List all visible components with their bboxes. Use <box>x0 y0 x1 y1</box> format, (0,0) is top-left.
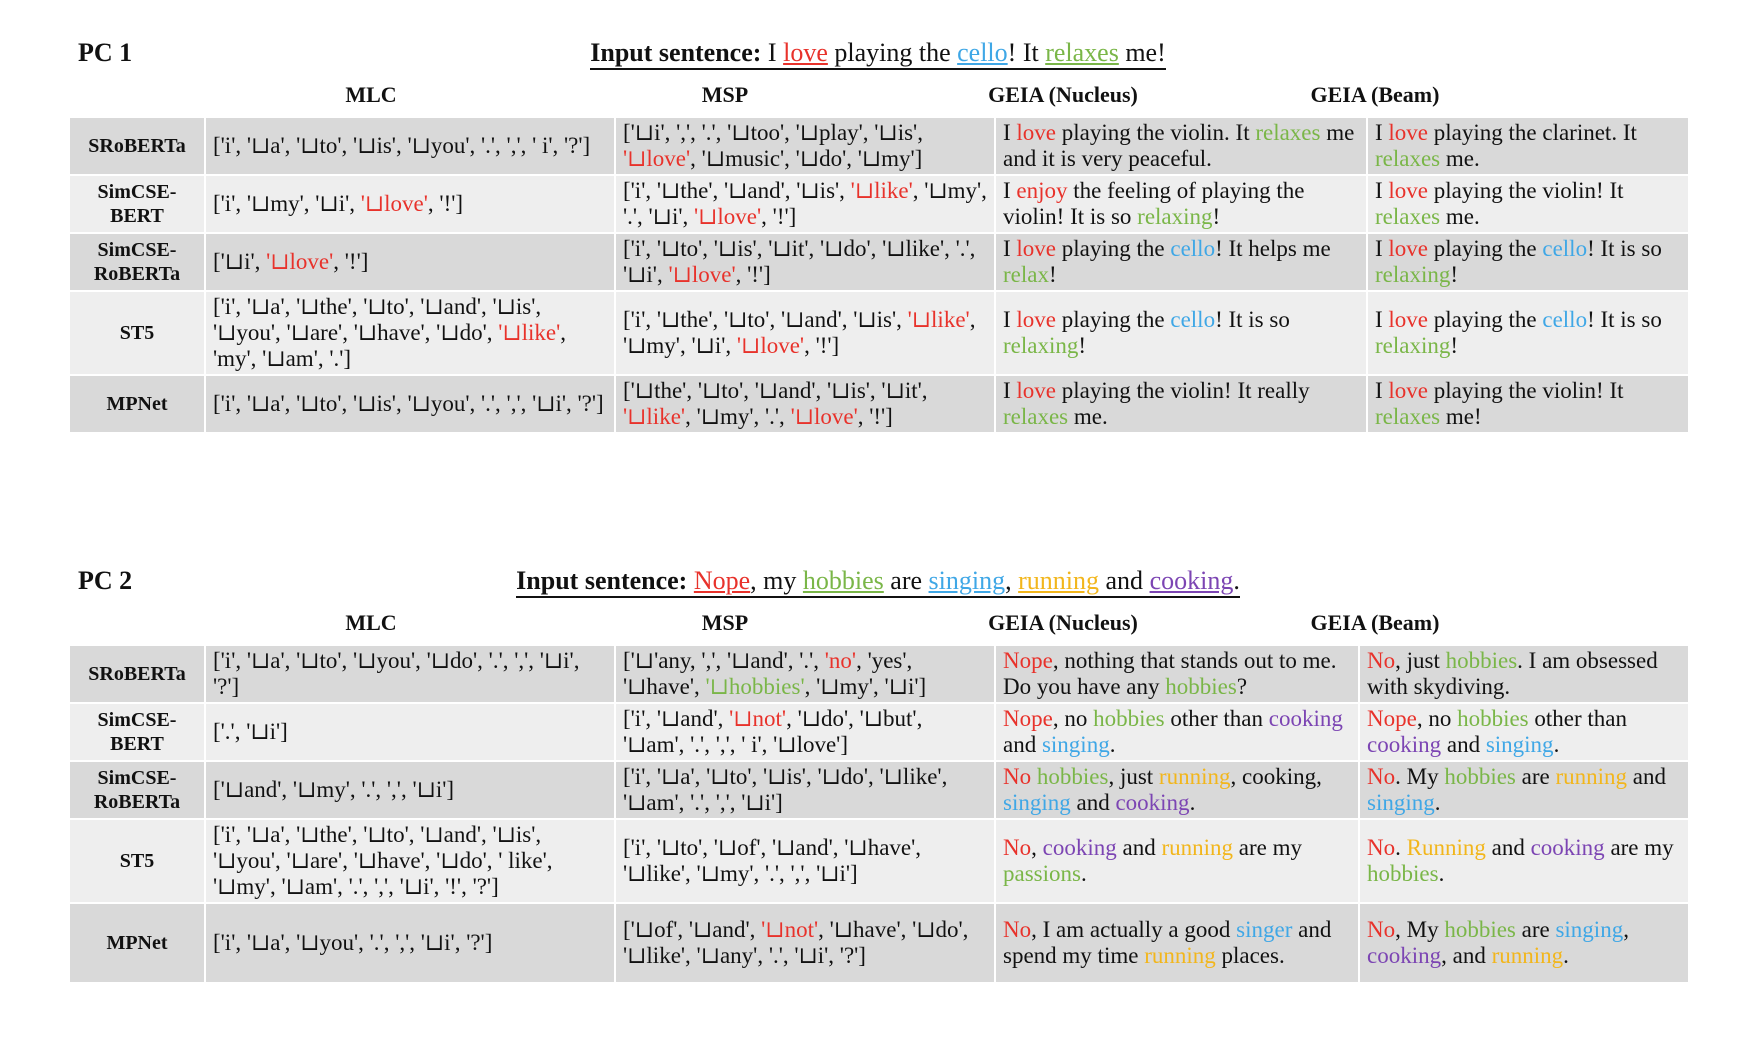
text-segment: playing the violin! It really <box>1056 377 1310 403</box>
model-label: ST5 <box>69 291 205 375</box>
text-segment: and <box>1441 731 1486 757</box>
text-segment: me! <box>1440 403 1482 429</box>
text-segment: , <box>1005 566 1019 595</box>
text-segment: are <box>1515 916 1556 942</box>
text-segment: , <box>1031 834 1043 860</box>
text-segment: . <box>1233 566 1240 595</box>
highlighted-word: relaxes <box>1255 120 1321 146</box>
text-segment: ! <box>1212 203 1221 229</box>
highlighted-word: relaxes <box>1375 403 1441 429</box>
highlighted-word: Nope <box>1003 648 1053 674</box>
pc2-column-headers <box>68 610 1688 640</box>
highlighted-word: 'no' <box>824 648 857 674</box>
model-label: SRoBERTa <box>69 645 205 703</box>
text-segment: , '!'] <box>333 248 369 274</box>
mlc-cell <box>205 903 615 983</box>
text-segment: and <box>1003 731 1042 757</box>
highlighted-word: No <box>1367 648 1396 674</box>
text-segment: , '!'] <box>735 261 771 287</box>
text-segment: me. <box>1440 203 1480 229</box>
text-segment: . <box>1563 942 1569 968</box>
text-segment: , My <box>1395 916 1445 942</box>
text-segment: places. <box>1215 942 1285 968</box>
text-segment: , '!'] <box>804 332 840 358</box>
text-segment: ! It is so <box>1587 306 1662 332</box>
text-segment: ['i', '⊔the', '⊔and', '⊔is', <box>623 178 851 203</box>
geia-beam-cell <box>1367 233 1689 291</box>
text-segment: I <box>1003 178 1017 203</box>
pc1-column-headers <box>68 82 1688 112</box>
table-row <box>69 703 1689 761</box>
pc2-label: PC 2 <box>78 566 133 595</box>
msp-cell <box>615 233 995 291</box>
text-segment: . <box>1434 789 1441 815</box>
highlighted-word: love <box>1016 235 1057 261</box>
highlighted-word: Nope <box>1003 706 1053 731</box>
highlighted-word: '⊔love' <box>790 403 858 429</box>
text-segment: playing the violin. It <box>1056 120 1256 146</box>
geia-beam-cell <box>1359 903 1689 983</box>
mlc-cell <box>205 761 615 819</box>
msp-cell <box>615 291 995 375</box>
text-segment: other than <box>1528 706 1627 731</box>
text-segment: . <box>1109 731 1116 757</box>
text-segment: , 'yes', '⊔have', <box>623 648 913 699</box>
text-segment: ['i', '⊔to', '⊔is', '⊔it', '⊔do', '⊔like', '.', '⊔i', <box>623 235 976 287</box>
text-segment: I <box>1003 120 1017 146</box>
highlighted-word: singing <box>1485 731 1554 757</box>
text-segment: ['i', '⊔my', '⊔i', <box>213 190 361 216</box>
text-segment: and <box>1070 789 1116 815</box>
text-segment: I <box>1375 178 1389 203</box>
text-segment: , '⊔my', '.', '⊔i', <box>623 178 987 229</box>
highlighted-word: relax <box>1003 261 1049 287</box>
text-segment: are my <box>1604 834 1674 860</box>
highlighted-word: relaxes <box>1003 403 1069 429</box>
text-segment: I <box>1003 306 1017 332</box>
highlighted-word: cooking <box>1149 566 1234 595</box>
text-segment: , cooking, <box>1230 763 1322 789</box>
mlc-cell <box>205 703 615 761</box>
table-row <box>69 291 1689 375</box>
text-segment: and <box>1627 763 1666 789</box>
highlighted-word: '⊔love' <box>694 203 762 229</box>
text-segment: ! It is so <box>1215 306 1290 332</box>
highlighted-word: cooking <box>1367 731 1442 757</box>
highlighted-word: singing <box>1555 916 1624 942</box>
highlighted-word: relaxing <box>1375 261 1451 287</box>
text-segment: are <box>1515 763 1556 789</box>
text-segment: are my <box>1233 834 1302 860</box>
highlighted-word: No <box>1003 763 1032 789</box>
geia-beam-cell <box>1367 175 1689 233</box>
highlighted-word: hobbies <box>1444 763 1516 789</box>
text-segment: , and <box>1441 942 1492 968</box>
text-segment: ['.', '⊔i'] <box>213 718 288 744</box>
text-segment: ['⊔i', ',', '.', '⊔too', '⊔play', '⊔is', <box>623 120 923 146</box>
highlighted-word: singing <box>928 566 1006 595</box>
highlighted-word: hobbies <box>1093 706 1165 731</box>
pc1-label: PC 1 <box>78 38 133 67</box>
table-row <box>69 117 1689 175</box>
mlc-cell <box>205 175 615 233</box>
highlighted-word: singing <box>1003 789 1071 815</box>
text-segment: , nothing that stands out to me. Do you have any <box>1003 648 1337 699</box>
highlighted-word: relaxes <box>1045 38 1119 67</box>
text-segment: I <box>1003 377 1017 403</box>
text-segment: , my <box>750 566 803 595</box>
geia-nucleus-cell <box>995 175 1367 233</box>
pc2-table <box>68 644 1690 984</box>
mlc-cell <box>205 291 615 375</box>
highlighted-word: hobbies <box>1165 674 1237 699</box>
text-segment: ! <box>1450 261 1459 287</box>
geia-beam-cell <box>1359 645 1689 703</box>
text-segment: ['i', '⊔a', '⊔to', '⊔is', '⊔you', '.', ',', ' i', '?'] <box>213 133 591 158</box>
highlighted-word: relaxing <box>1375 332 1451 358</box>
text-segment: are <box>883 566 929 595</box>
highlighted-word: cello <box>1542 235 1588 261</box>
text-segment: ['i', '⊔a', '⊔the', '⊔to', '⊔and', '⊔is', '⊔you', '⊔are', '⊔have', '⊔do', <box>213 293 542 345</box>
highlighted-word: running <box>1144 942 1216 968</box>
pc1-header-msp: MSP <box>701 82 749 107</box>
text-segment: , just <box>1108 763 1159 789</box>
text-segment: playing the <box>1428 235 1543 261</box>
pc2-input-label: Input sentence: <box>516 566 688 595</box>
text-segment: , '⊔my', '⊔i'] <box>804 674 927 699</box>
text-segment: ? <box>1236 674 1248 699</box>
highlighted-word: relaxes <box>1375 203 1441 229</box>
highlighted-word: '⊔hobbies' <box>705 674 805 699</box>
highlighted-word: hobbies <box>802 566 884 595</box>
text-segment: ['i', '⊔to', '⊔of', '⊔and', '⊔have', '⊔like', '⊔my', '.', ',', '⊔i'] <box>623 834 922 886</box>
msp-cell <box>615 117 995 175</box>
text-segment: . <box>1438 860 1445 886</box>
text-segment: , no <box>1052 706 1094 731</box>
mlc-cell <box>205 117 615 175</box>
highlighted-word: No <box>1367 916 1396 942</box>
text-segment: playing the violin! It <box>1428 377 1624 403</box>
text-segment: . <box>1080 860 1087 886</box>
text-segment: I <box>1003 235 1017 261</box>
geia-nucleus-cell <box>995 645 1359 703</box>
pc2-header-geia-nucleus: GEIA (Nucleus) <box>988 610 1138 635</box>
text-segment: playing the <box>1056 306 1171 332</box>
text-segment: ! <box>1078 332 1087 358</box>
pc1-header-mlc: MLC <box>345 82 397 107</box>
highlighted-word: hobbies <box>1036 763 1109 789</box>
text-segment: . <box>1553 731 1560 757</box>
text-segment: , '⊔music', '⊔do', '⊔my'] <box>690 146 923 171</box>
text-segment: playing the <box>827 38 958 67</box>
mlc-cell <box>205 819 615 903</box>
text-segment: me and it is very peaceful. <box>1003 120 1355 171</box>
msp-cell <box>615 761 995 819</box>
text-segment: , '⊔my', '.', <box>685 403 791 429</box>
highlighted-word: running <box>1018 566 1100 595</box>
text-segment: . <box>1395 834 1407 860</box>
text-segment: ! <box>1450 332 1459 358</box>
model-label: ST5 <box>69 819 205 903</box>
table-row <box>69 233 1689 291</box>
geia-nucleus-cell <box>995 761 1359 819</box>
highlighted-word: No <box>1367 834 1396 860</box>
text-segment: , I am actually a good <box>1031 916 1237 942</box>
msp-cell <box>615 819 995 903</box>
highlighted-word: cooking <box>1042 834 1117 860</box>
text-segment: and <box>1485 834 1531 860</box>
text-segment: and <box>1099 566 1150 595</box>
text-segment: . <box>1189 789 1196 815</box>
pc2-header-mlc: MLC <box>345 610 397 635</box>
geia-nucleus-cell <box>995 117 1367 175</box>
geia-nucleus-cell <box>995 233 1367 291</box>
highlighted-word: '⊔love' <box>623 146 691 171</box>
pc1-input-sentence <box>68 38 1688 68</box>
highlighted-word: singing <box>1041 731 1110 757</box>
highlighted-word: Nope <box>1367 706 1417 731</box>
text-segment: ['⊔of', '⊔and', <box>623 916 762 942</box>
highlighted-word: relaxing <box>1003 332 1079 358</box>
highlighted-word: hobbies <box>1444 916 1516 942</box>
geia-nucleus-cell <box>995 903 1359 983</box>
pc1-header-geia-beam: GEIA (Beam) <box>1310 82 1440 107</box>
text-segment: ['i', '⊔and', <box>623 706 730 731</box>
text-segment: me! <box>1118 38 1166 67</box>
highlighted-word: love <box>1388 178 1429 203</box>
highlighted-word: running <box>1491 942 1564 968</box>
text-segment: , '⊔do', '⊔but', '⊔am', '.', ',', ' i', '⊔love'] <box>623 706 923 757</box>
highlighted-word: '⊔love' <box>736 332 805 358</box>
highlighted-word: '⊔like' <box>623 403 686 429</box>
highlighted-word: running <box>1158 763 1231 789</box>
highlighted-word: cooking <box>1367 942 1442 968</box>
table-row <box>69 175 1689 233</box>
table-row <box>69 375 1689 433</box>
highlighted-word: '⊔not' <box>729 706 787 731</box>
highlighted-word: love <box>1016 120 1057 146</box>
text-segment: I <box>1375 120 1389 146</box>
highlighted-word: cello <box>1170 235 1216 261</box>
text-segment: , '⊔my', '⊔i', <box>623 306 976 358</box>
highlighted-word: cooking <box>1530 834 1605 860</box>
text-segment: , '!'] <box>857 403 893 429</box>
geia-nucleus-cell <box>995 375 1367 433</box>
geia-nucleus-cell <box>995 819 1359 903</box>
highlighted-word: relaxing <box>1137 203 1213 229</box>
model-label: SimCSE-BERT <box>69 175 205 233</box>
text-segment: ['⊔the', '⊔to', '⊔and', '⊔is', '⊔it', <box>623 377 928 403</box>
text-segment: and <box>1116 834 1162 860</box>
text-segment: ['⊔'any, ',', '⊔and', '.', <box>623 648 825 674</box>
highlighted-word: love <box>1016 377 1057 403</box>
model-label: SimCSE-RoBERTa <box>69 233 205 291</box>
geia-nucleus-cell <box>995 291 1367 375</box>
geia-beam-cell <box>1367 291 1689 375</box>
text-segment: ['i', '⊔a', '⊔you', '.', ',', '⊔i', '?'] <box>213 929 493 955</box>
text-segment: . I am obsessed with skydiving. <box>1367 648 1658 699</box>
text-segment: ['i', '⊔a', '⊔to', '⊔you', '⊔do', '.', ',', '⊔i', '?'] <box>213 648 580 699</box>
highlighted-word: love <box>1388 120 1429 146</box>
highlighted-word: hobbies <box>1445 648 1518 674</box>
text-segment: , '⊔have', '⊔do', '⊔like', '⊔any', '.', '⊔i', '?'] <box>623 916 969 968</box>
model-label: MPNet <box>69 375 205 433</box>
text-segment: ['i', '⊔the', '⊔to', '⊔and', '⊔is', <box>623 306 908 332</box>
highlighted-word: No <box>1003 916 1032 942</box>
msp-cell <box>615 375 995 433</box>
highlighted-word: singing <box>1367 789 1435 815</box>
table-row <box>69 645 1689 703</box>
text-segment: , '!'] <box>761 203 797 229</box>
text-segment: , '!'] <box>427 190 464 216</box>
text-segment: ['⊔i', <box>213 248 267 274</box>
pc1-table <box>68 116 1690 434</box>
model-label: SRoBERTa <box>69 117 205 175</box>
highlighted-word: No <box>1003 834 1032 860</box>
model-label: MPNet <box>69 903 205 983</box>
geia-beam-cell <box>1367 117 1689 175</box>
highlighted-word: love <box>1388 235 1429 261</box>
text-segment: me. <box>1068 403 1108 429</box>
text-segment: ['i', '⊔a', '⊔to', '⊔is', '⊔you', '.', ',', '⊔i', '?'] <box>213 390 604 416</box>
text-segment: ! <box>1048 261 1057 287</box>
highlighted-word: No <box>1367 763 1396 789</box>
text-segment: I <box>1375 306 1389 332</box>
text-segment: playing the clarinet. It <box>1428 120 1637 146</box>
model-label: SimCSE-BERT <box>69 703 205 761</box>
text-segment: ['i', '⊔a', '⊔to', '⊔is', '⊔do', '⊔like', '⊔am', '.', ',', '⊔i'] <box>623 763 948 815</box>
pc2-header-msp: MSP <box>701 610 749 635</box>
mlc-cell <box>205 645 615 703</box>
highlighted-word: cooking <box>1115 789 1190 815</box>
highlighted-word: cooking <box>1268 706 1343 731</box>
highlighted-word: '⊔love' <box>266 248 334 274</box>
highlighted-word: running <box>1555 763 1628 789</box>
highlighted-word: hobbies <box>1457 706 1529 731</box>
highlighted-word: '⊔love' <box>668 261 736 287</box>
highlighted-word: Nope <box>693 566 751 595</box>
model-label: SimCSE-RoBERTa <box>69 761 205 819</box>
highlighted-word: passions <box>1003 860 1081 886</box>
highlighted-word: love <box>1388 377 1429 403</box>
msp-cell <box>615 703 995 761</box>
table-row <box>69 903 1689 983</box>
msp-cell <box>615 903 995 983</box>
highlighted-word: '⊔like' <box>850 178 913 203</box>
geia-beam-cell <box>1359 761 1689 819</box>
geia-beam-cell <box>1367 375 1689 433</box>
highlighted-word: singer <box>1236 916 1293 942</box>
pc2-input-inner <box>516 566 1240 598</box>
pc1-input-label: Input sentence: <box>590 38 762 67</box>
text-segment: , just <box>1395 648 1446 674</box>
msp-cell <box>615 645 995 703</box>
mlc-cell <box>205 233 615 291</box>
text-segment: playing the <box>1056 235 1171 261</box>
table-row <box>69 761 1689 819</box>
text-segment: ! It <box>1007 38 1046 67</box>
highlighted-word: running <box>1161 834 1234 860</box>
highlighted-word: cello <box>1542 306 1588 332</box>
text-segment: I <box>767 38 784 67</box>
highlighted-word: '⊔like' <box>498 319 561 345</box>
table-row <box>69 819 1689 903</box>
text-segment: , no <box>1416 706 1458 731</box>
highlighted-word: love <box>783 38 828 67</box>
geia-beam-cell <box>1359 819 1689 903</box>
text-segment: ! It is so <box>1587 235 1662 261</box>
text-segment: . My <box>1395 763 1445 789</box>
text-segment: me. <box>1440 146 1480 171</box>
text-segment: I <box>1375 235 1389 261</box>
pc2-header-geia-beam: GEIA (Beam) <box>1310 610 1440 635</box>
highlighted-word: enjoy <box>1016 178 1068 203</box>
text-segment: playing the <box>1428 306 1543 332</box>
highlighted-word: cello <box>1170 306 1216 332</box>
text-segment: playing the violin! It <box>1428 178 1624 203</box>
geia-nucleus-cell <box>995 703 1359 761</box>
pc1-input-inner <box>590 38 1166 70</box>
text-segment: ['⊔and', '⊔my', '.', ',', '⊔i'] <box>213 776 455 802</box>
highlighted-word: cello <box>957 38 1008 67</box>
highlighted-word: love <box>1388 306 1429 332</box>
text-segment: and spend my time <box>1003 916 1332 968</box>
pc1-header-geia-nucleus: GEIA (Nucleus) <box>988 82 1138 107</box>
highlighted-word: Running <box>1406 834 1486 860</box>
text-segment: the feeling of playing the violin! It is so <box>1003 178 1305 229</box>
geia-beam-cell <box>1359 703 1689 761</box>
text-segment: ['i', '⊔a', '⊔the', '⊔to', '⊔and', '⊔is', '⊔you', '⊔are', '⊔have', '⊔do', ' like', '⊔my', '⊔am', '.', ',', '⊔i', '!', '?'] <box>213 821 553 899</box>
pc2-input-sentence <box>68 566 1688 596</box>
highlighted-word: love <box>1016 306 1057 332</box>
highlighted-word: relaxes <box>1375 146 1441 171</box>
text-segment: other than <box>1164 706 1269 731</box>
highlighted-word: '⊔not' <box>761 916 819 942</box>
highlighted-word: '⊔like' <box>907 306 970 332</box>
pc1-input-text <box>768 38 1166 67</box>
msp-cell <box>615 175 995 233</box>
text-segment: , 'my', '⊔am', '.'] <box>213 319 567 371</box>
highlighted-word: '⊔love' <box>360 190 428 216</box>
text-segment: I <box>1375 377 1389 403</box>
mlc-cell <box>205 375 615 433</box>
highlighted-word: hobbies <box>1367 860 1439 886</box>
text-segment: ! It helps me <box>1215 235 1331 261</box>
text-segment: , <box>1623 916 1629 942</box>
pc2-input-text <box>694 566 1240 595</box>
